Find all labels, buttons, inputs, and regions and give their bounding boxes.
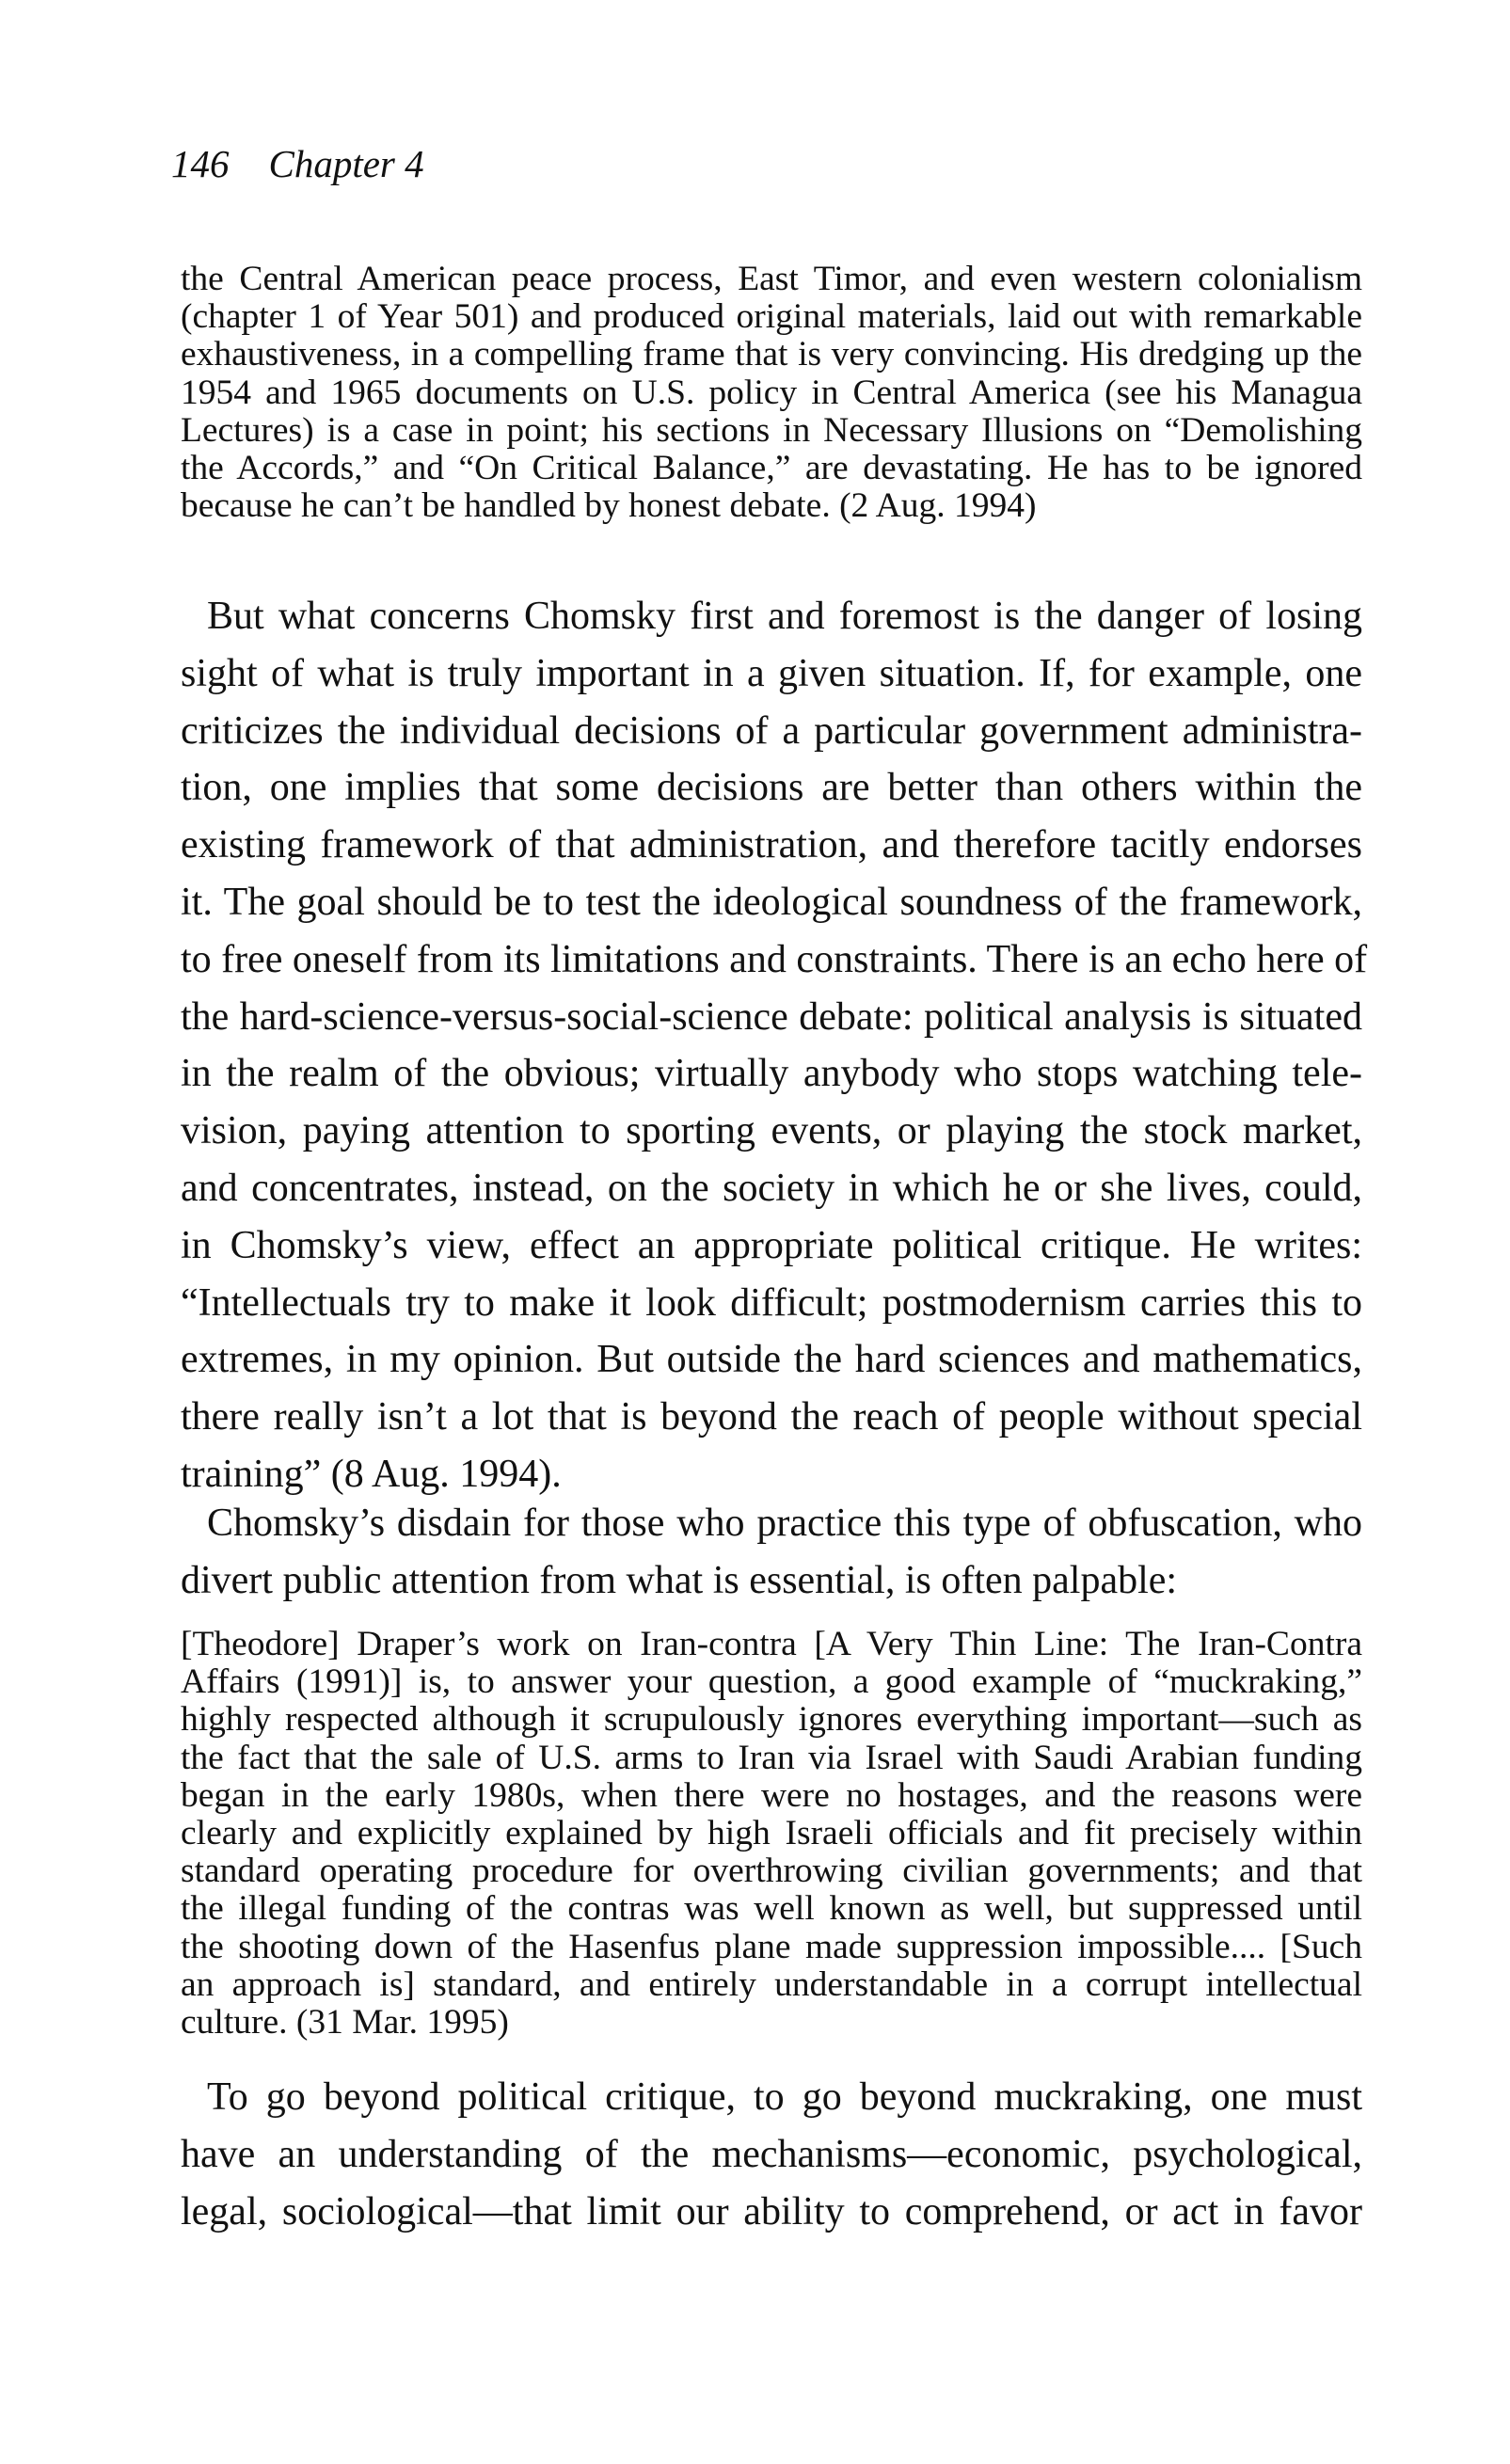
- text-line: Lectures) is a case in point; his sections in Necessary Illusions on “Demolishing: [181, 410, 1362, 450]
- text-line: it. The goal should be to test the ideological soundness of the framework,: [181, 880, 1362, 924]
- body-paragraph-1: [181, 588, 1368, 1503]
- text-line: there really isn’t a lot that is beyond the reach of people without special: [181, 1395, 1362, 1439]
- text-line: culture. (31 Mar. 1995): [181, 2003, 509, 2043]
- text-line: But what concerns Chomsky first and foremost is the danger of losing: [207, 595, 1362, 638]
- page-number: 146: [171, 142, 230, 185]
- text-line: in Chomsky’s view, effect an appropriate political critique. He writes:: [181, 1223, 1362, 1267]
- text-line: and concentrates, instead, on the society in which he or she lives, could,: [181, 1166, 1362, 1210]
- text-line: divert public attention from what is essential, is often palpable:: [181, 1558, 1178, 1602]
- text-line: 1954 and 1965 documents on U.S. policy in Central America (see his Managua: [181, 373, 1362, 412]
- text-line: vision, paying attention to sporting events, or playing the stock market,: [181, 1109, 1362, 1153]
- text-line: training” (8 Aug. 1994).: [181, 1452, 562, 1496]
- text-line: standard operating procedure for overthrowing civilian governments; and that: [181, 1852, 1362, 1891]
- chapter-label: Chapter 4: [268, 142, 424, 185]
- text-line: sight of what is truly important in a given situation. If, for example, one: [181, 651, 1362, 695]
- text-line: in the realm of the obvious; virtually anybody who stops watching tele-: [181, 1052, 1362, 1096]
- text-line: existing framework of that administration, and therefore tacitly endorses: [181, 823, 1362, 867]
- text-line: an approach is] standard, and entirely understandable in a corrupt intellectual: [181, 1964, 1362, 2004]
- text-line: Chomsky’s disdain for those who practice this type of obfuscation, who: [207, 1502, 1362, 1545]
- block-quote-continued: [181, 261, 1362, 525]
- text-line: the fact that the sale of U.S. arms to Iran via Israel with Saudi Arabian funding: [181, 1738, 1362, 1777]
- text-line: the hard-science-versus-social-science debate: political analysis is situated: [181, 994, 1362, 1039]
- text-line: “Intellectuals try to make it look difficult; postmodernism carries this to: [181, 1280, 1362, 1325]
- text-line: to free oneself from its limitations and constraints. There is an echo here of: [181, 937, 1368, 981]
- text-line: clearly and explicitly explained by high Israeli officials and fit precisely within: [181, 1814, 1362, 1853]
- text-line: tion, one implies that some decisions are better than others within the: [181, 766, 1362, 810]
- text-line: Affairs (1991)] is, to answer your question, a good example of “muckraking,”: [181, 1662, 1362, 1702]
- text-line: highly respected although it scrupulously ignores everything important—such as: [181, 1700, 1362, 1740]
- text-line: [Theodore] Draper’s work on Iran-contra [A Very Thin Line: The Iran-Contra: [181, 1625, 1362, 1663]
- text-line: To go beyond political critique, to go beyond muckraking, one must: [207, 2075, 1362, 2119]
- text-line: criticizes the individual decisions of a particular government administra-: [181, 708, 1362, 753]
- text-line: began in the early 1980s, when there were no hostages, and the reasons were: [181, 1775, 1362, 1815]
- running-header: [171, 141, 424, 186]
- text-line: (chapter 1 of Year 501) and produced original materials, laid out with remarkable: [181, 297, 1362, 337]
- text-line: exhaustiveness, in a compelling frame that is very convincing. His dredging up the: [181, 335, 1362, 374]
- text-line: the Accords,” and “On Critical Balance,” are devastating. He has to be ignored: [181, 449, 1362, 488]
- text-line: the Central American peace process, East Timor, and even western colonialism: [181, 260, 1362, 298]
- block-quote-draper: [181, 1626, 1362, 2042]
- body-paragraph-3: [181, 2069, 1362, 2240]
- text-line: extremes, in my opinion. But outside the hard sciences and mathematics,: [181, 1338, 1362, 1382]
- text-line: the shooting down of the Hasenfus plane made suppression impossible.... [Such: [181, 1927, 1362, 1966]
- body-paragraph-2: [181, 1495, 1362, 1610]
- text-line: legal, sociological—that limit our ability to comprehend, or act in favor: [181, 2189, 1362, 2233]
- text-line: because he can’t be handled by honest debate. (2 Aug. 1994): [181, 486, 1037, 526]
- text-line: the illegal funding of the contras was well known as well, but suppressed until: [181, 1889, 1362, 1929]
- text-line: have an understanding of the mechanisms—economic, psychological,: [181, 2132, 1362, 2176]
